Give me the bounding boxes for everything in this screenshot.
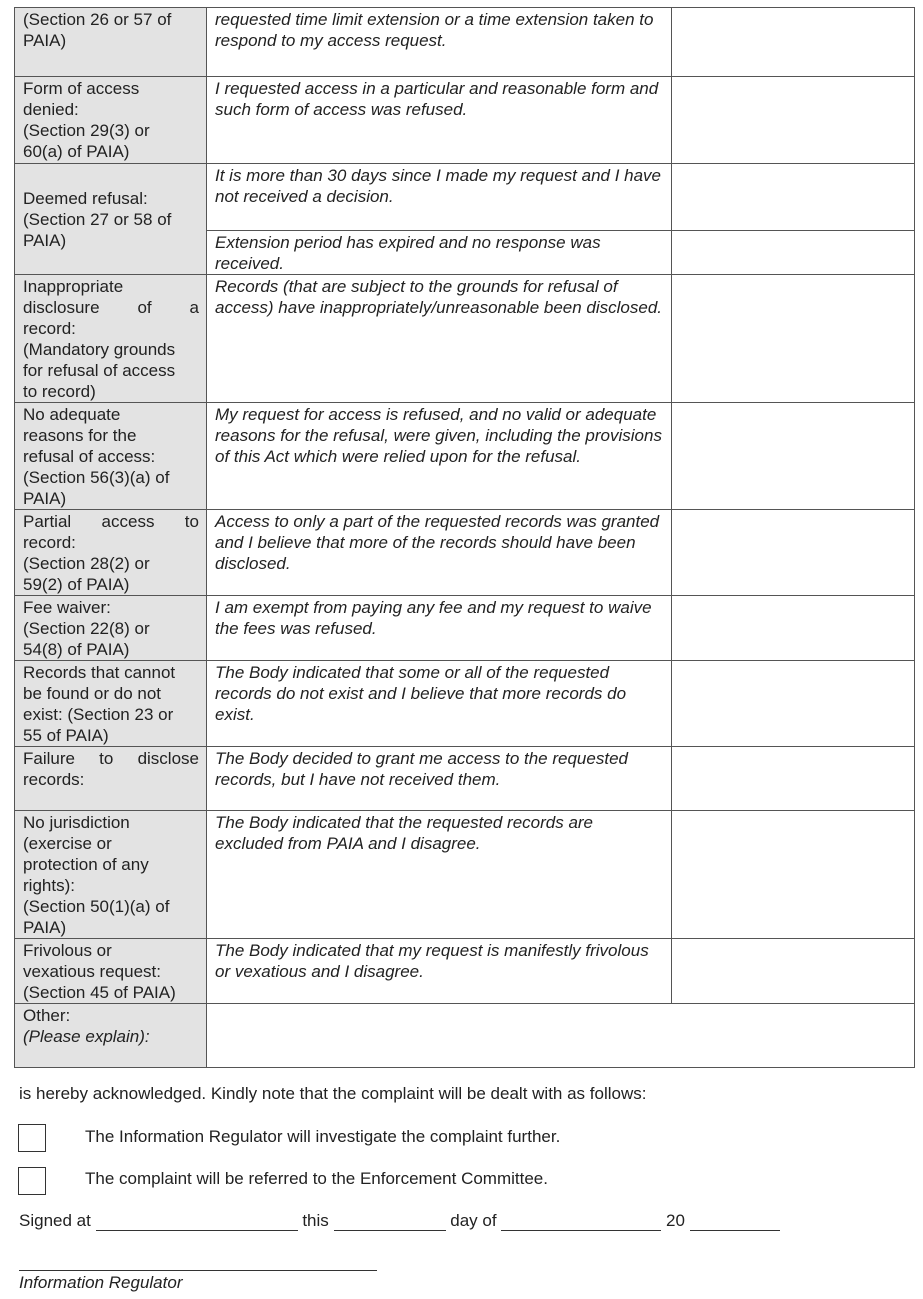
detail-cell: Records (that are subject to the grounds for refusal of access) have inappropriately/unreasonable been disclosed. — [207, 275, 672, 403]
this-label: this — [302, 1211, 329, 1230]
table-row — [15, 164, 915, 231]
ground-cell: No jurisdiction (exercise or protection of any rights): (Section 50(1)(a) of PAIA) — [15, 811, 207, 939]
detail-cell: I am exempt from paying any fee and my request to waive the fees was refused. — [207, 596, 672, 661]
table-row — [15, 1004, 915, 1068]
ground-cell: Records that cannot be found or do not exist: (Section 23 or 55 of PAIA) — [15, 661, 207, 747]
enforcement-checkbox[interactable] — [18, 1167, 46, 1195]
investigate-option-label: The Information Regulator will investigate the complaint further. — [85, 1127, 561, 1146]
tick-cell[interactable] — [672, 231, 915, 275]
tick-cell[interactable] — [672, 811, 915, 939]
tick-cell[interactable] — [672, 403, 915, 510]
detail-cell: requested time limit extension or a time extension taken to respond to my access request. — [207, 8, 672, 77]
ground-cell: Deemed refusal: (Section 27 or 58 of PAIA) — [15, 164, 207, 275]
ground-cell: Other: (Please explain): — [15, 1004, 207, 1068]
day-field[interactable] — [334, 1212, 446, 1231]
detail-cell: Access to only a part of the requested records was granted and I believe that more of the records should have been disclosed. — [207, 510, 672, 596]
ground-cell: Partial access to record: (Section 28(2) or 59(2) of PAIA) — [15, 510, 207, 596]
year-field[interactable] — [690, 1212, 780, 1231]
signatory-label: Information Regulator — [19, 1273, 183, 1292]
ground-cell: Failure to disclose records: — [15, 747, 207, 811]
acknowledgement-text: is hereby acknowledged. Kindly note that the complaint will be dealt with as follows: — [19, 1084, 647, 1103]
ground-cell: Inappropriate disclosure of a record: (Mandatory grounds for refusal of access to record) — [15, 275, 207, 403]
detail-cell: I requested access in a particular and reasonable form and such form of access was refused. — [207, 77, 672, 164]
tick-cell[interactable] — [672, 939, 915, 1004]
table-row — [15, 811, 915, 939]
tick-cell[interactable] — [672, 275, 915, 403]
detail-cell: My request for access is refused, and no valid or adequate reasons for the refusal, were given, including the provisions of this Act which were relied upon for the refusal. — [207, 403, 672, 510]
other-explanation-field[interactable] — [207, 1004, 915, 1068]
signed-at-field[interactable] — [96, 1212, 298, 1231]
table-row — [15, 77, 915, 164]
complaint-grounds-table — [14, 7, 915, 1068]
year-prefix-label: 20 — [666, 1211, 685, 1230]
table-row — [15, 403, 915, 510]
table-row — [15, 8, 915, 77]
tick-cell[interactable] — [672, 77, 915, 164]
enforcement-option-label: The complaint will be referred to the Enforcement Committee. — [85, 1169, 548, 1188]
day-of-label: day of — [450, 1211, 497, 1230]
ground-cell: No adequate reasons for the refusal of access: (Section 56(3)(a) of PAIA) — [15, 403, 207, 510]
table-row — [15, 661, 915, 747]
ground-cell: (Section 26 or 57 of PAIA) — [15, 8, 207, 77]
detail-cell: Extension period has expired and no response was received. — [207, 231, 672, 275]
table-row — [15, 275, 915, 403]
signature-field[interactable] — [19, 1270, 377, 1271]
tick-cell[interactable] — [672, 747, 915, 811]
table-row — [15, 747, 915, 811]
detail-cell: The Body indicated that the requested records are excluded from PAIA and I disagree. — [207, 811, 672, 939]
detail-cell: It is more than 30 days since I made my request and I have not received a decision. — [207, 164, 672, 231]
ground-cell: Form of access denied: (Section 29(3) or 60(a) of PAIA) — [15, 77, 207, 164]
table-row — [15, 939, 915, 1004]
investigate-checkbox[interactable] — [18, 1124, 46, 1152]
month-field[interactable] — [501, 1212, 661, 1231]
table-row — [15, 596, 915, 661]
tick-cell[interactable] — [672, 661, 915, 747]
detail-cell: The Body indicated that some or all of the requested records do not exist and I believe that more records do exist. — [207, 661, 672, 747]
tick-cell[interactable] — [672, 510, 915, 596]
detail-cell: The Body decided to grant me access to the requested records, but I have not received them. — [207, 747, 672, 811]
tick-cell[interactable] — [672, 596, 915, 661]
ground-cell: Frivolous or vexatious request: (Section 45 of PAIA) — [15, 939, 207, 1004]
signature-line — [19, 1211, 780, 1231]
tick-cell[interactable] — [672, 8, 915, 77]
table-row — [15, 510, 915, 596]
detail-cell: The Body indicated that my request is manifestly frivolous or vexatious and I disagree. — [207, 939, 672, 1004]
ground-cell: Fee waiver: (Section 22(8) or 54(8) of PAIA) — [15, 596, 207, 661]
tick-cell[interactable] — [672, 164, 915, 231]
signed-at-label: Signed at — [19, 1211, 91, 1230]
